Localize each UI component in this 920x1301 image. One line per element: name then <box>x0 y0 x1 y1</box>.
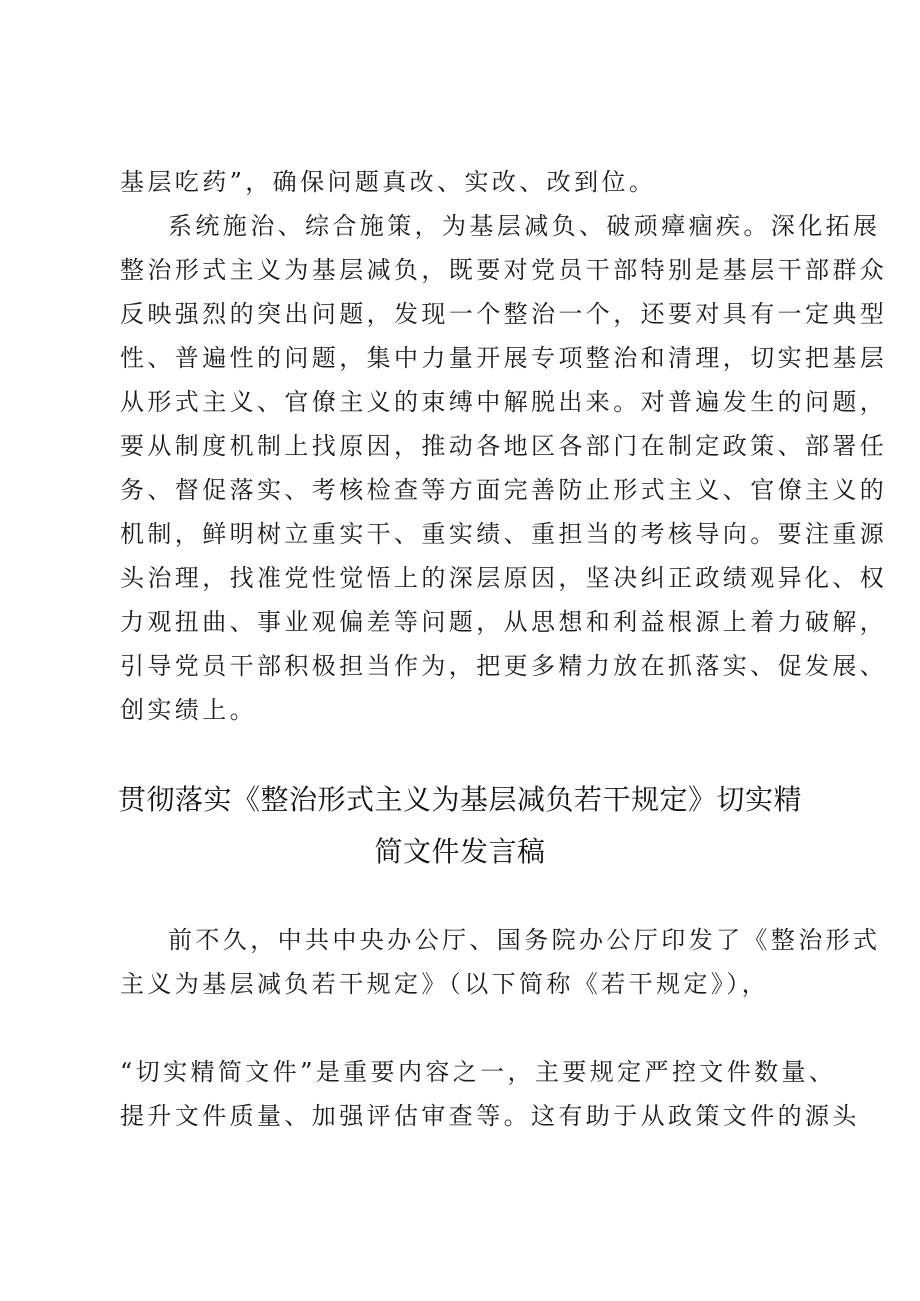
continuation-line: 基层吃药”，确保问题真改、实改、改到位。 <box>120 168 657 196</box>
paragraph-2-line: 主义为基层减负若干规定》（以下简称《若干规定》）， <box>120 970 769 998</box>
paragraph-1-line: 从形式主义、官僚主义的束缚中解脱出来。对普遍发生的问题， <box>120 388 888 416</box>
paragraph-1-line: 创实绩上。 <box>120 696 257 724</box>
paragraph-1-line: 系统施治、综合施策，为基层减负、破顽瘴痼疾。深化拓展 <box>168 212 881 240</box>
paragraph-1-line: 整治形式主义为基层减负，既要对党员干部特别是基层干部群众 <box>120 256 888 284</box>
paragraph-1-line: 力观扭曲、事业观偏差等问题，从思想和利益根源上着力破解， <box>120 608 888 636</box>
paragraph-2-line: 前不久，中共中央办公厅、国务院办公厅印发了《整治形式 <box>168 926 881 954</box>
paragraph-1-line: 要从制度机制上找原因，推动各地区各部门在制定政策、部署任 <box>120 432 888 460</box>
paragraph-1-line: 引导党员干部积极担当作为，把更多精力放在抓落实、促发展、 <box>120 652 888 680</box>
paragraph-3-line: 提升文件质量、加强评估审查等。这有助于从政策文件的源头 <box>120 1102 860 1130</box>
paragraph-1-line: 头治理，找准党性觉悟上的深层原因，坚决纠正政绩观异化、权 <box>120 564 888 592</box>
paragraph-1-line: 机制，鲜明树立重实干、重实绩、重担当的考核导向。要注重源 <box>120 520 888 548</box>
paragraph-1-line: 性、普遍性的问题，集中力量开展专项整治和清理，切实把基层 <box>120 344 888 372</box>
article-title-line: 简文件发言稿 <box>374 835 546 868</box>
paragraph-1-line: 务、督促落实、考核检查等方面完善防止形式主义、官僚主义的 <box>120 476 888 504</box>
paragraph-1-line: 反映强烈的突出问题，发现一个整治一个，还要对具有一定典型 <box>120 300 888 328</box>
paragraph-3-line: “切实精简文件”是重要内容之一，主要规定严控文件数量、 <box>120 1058 837 1086</box>
article-title-line: 贯彻落实《整治形式主义为基层减负若干规定》切实精 <box>117 783 802 816</box>
